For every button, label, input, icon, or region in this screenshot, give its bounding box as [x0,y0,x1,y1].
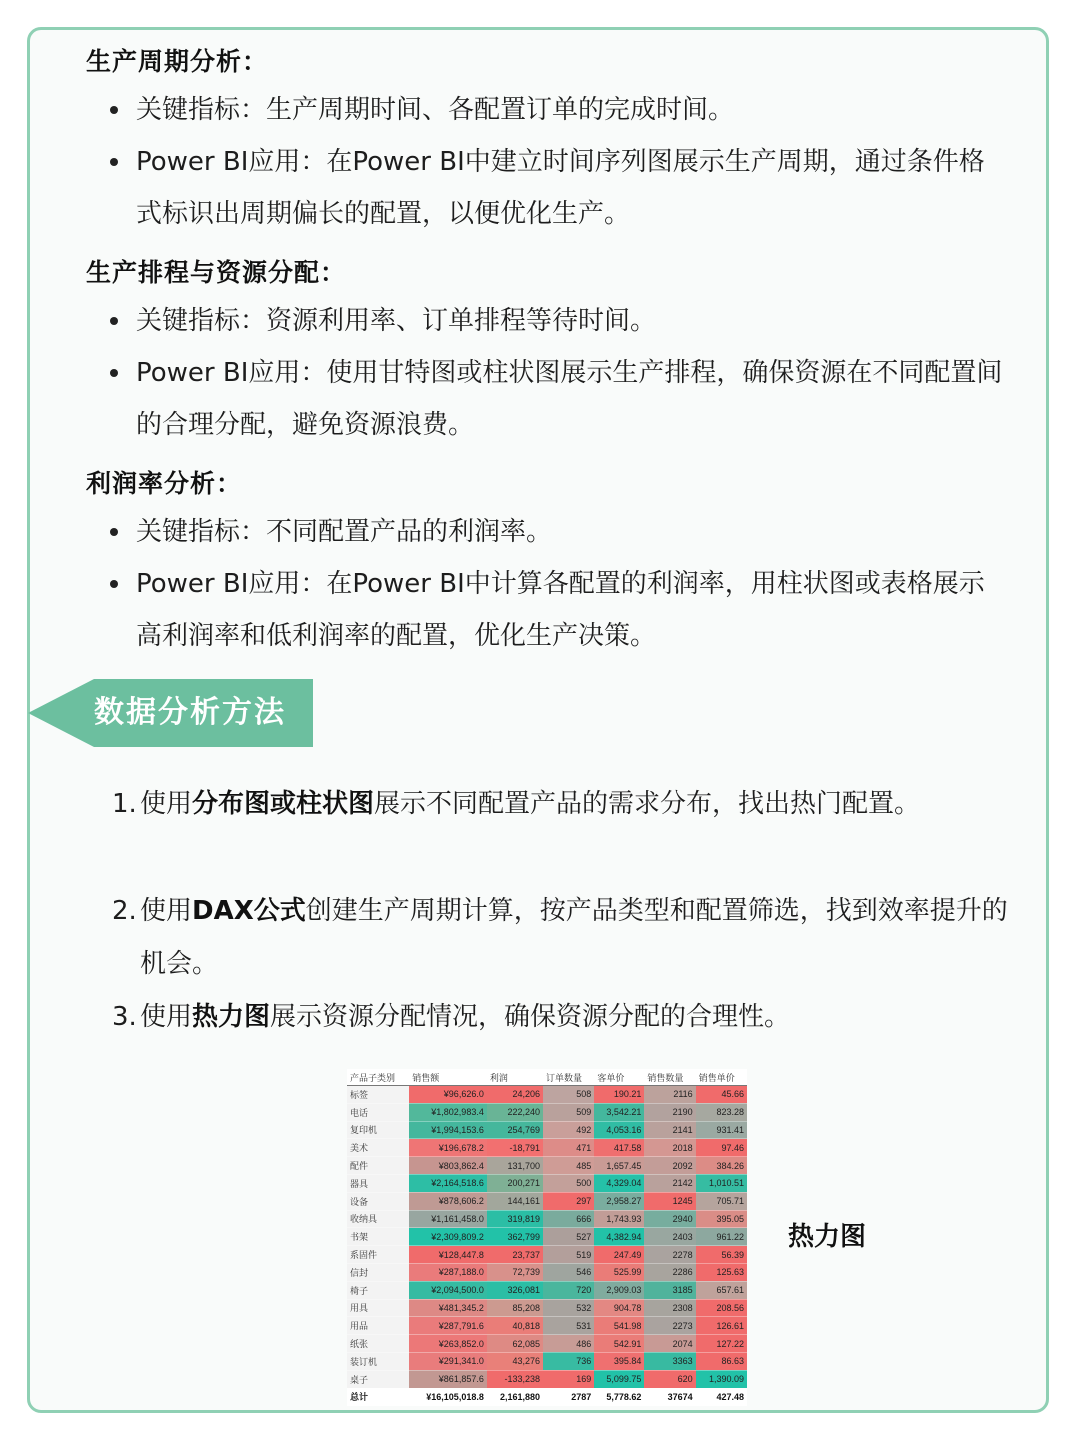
table-row [347,1174,747,1192]
table-row [347,1370,747,1388]
heat-cell: 45.66 [696,1086,747,1104]
row-category: 桌子 [347,1370,409,1388]
row-category: 美术 [347,1139,409,1157]
heat-cell: ¥1,994,153.6 [409,1121,487,1139]
table-row [347,1263,747,1281]
heat-cell: 72,739 [487,1263,543,1281]
heat-cell: 40,818 [487,1317,543,1335]
row-category: 书架 [347,1228,409,1246]
heat-cell: ¥128,447.8 [409,1246,487,1264]
heat-cell: 519 [543,1246,594,1264]
total-label: 总计 [347,1388,409,1406]
banner-title: 数据分析方法 [94,695,286,730]
method-item [112,991,1012,1044]
heat-cell: 24,206 [487,1086,543,1104]
row-category: 器具 [347,1174,409,1192]
column-header: 产品子类别 [347,1069,409,1086]
heat-cell: 823.28 [696,1103,747,1121]
heat-cell: 247.49 [594,1246,644,1264]
section-title-cycle: 生产周期分析： [86,47,269,76]
table-row [347,1210,747,1228]
heat-cell: ¥291,341.0 [409,1352,487,1370]
row-category: 用品 [347,1317,409,1335]
heat-cell: 362,799 [487,1228,543,1246]
method-text: 使用分布图或柱状图展示不同配置产品的需求分布，找出热门配置。 [140,789,921,819]
row-category: 纸张 [347,1335,409,1353]
bullet-dot-icon [110,106,118,114]
bullet-text: 关键指标：生产周期时间、各配置订单的完成时间。 [136,95,735,125]
heat-cell: 2286 [644,1263,695,1281]
heat-cell: 56.39 [696,1246,747,1264]
method-item [112,778,1012,831]
total-row [347,1388,747,1406]
heat-cell: 532 [543,1299,594,1317]
heat-cell: 546 [543,1263,594,1281]
heat-cell: 5,099.75 [594,1370,644,1388]
heat-cell: 384.26 [696,1157,747,1175]
bullet-item [110,136,1010,240]
heat-cell: 720 [543,1281,594,1299]
bullet-dot-icon [110,317,118,325]
heat-cell: 417.58 [594,1139,644,1157]
heat-cell: 23,737 [487,1246,543,1264]
heat-cell: ¥861,857.6 [409,1370,487,1388]
heatmap-caption: 热力图 [788,1222,867,1252]
heat-cell: 525.99 [594,1263,644,1281]
heat-cell: ¥96,626.0 [409,1086,487,1104]
bullet-dot-icon [110,580,118,588]
bullet-item [110,506,1010,558]
heat-cell: 127.22 [696,1335,747,1353]
row-category: 系固件 [347,1246,409,1264]
row-category: 收纳具 [347,1210,409,1228]
heat-cell: ¥2,164,518.6 [409,1174,487,1192]
total-cell: 2,161,880 [487,1388,543,1406]
heat-cell: 1,657.45 [594,1157,644,1175]
heat-cell: 2142 [644,1174,695,1192]
heat-cell: 486 [543,1335,594,1353]
heat-cell: 86.63 [696,1352,747,1370]
table-row [347,1103,747,1121]
total-cell: 2787 [543,1388,594,1406]
column-header: 利润 [487,1069,543,1086]
row-category: 用具 [347,1299,409,1317]
heat-cell: ¥2,094,500.0 [409,1281,487,1299]
bullet-dot-icon [110,369,118,377]
heat-cell: 1,010.51 [696,1174,747,1192]
heat-cell: 2116 [644,1086,695,1104]
heat-cell: 2403 [644,1228,695,1246]
heat-cell: 2,909.03 [594,1281,644,1299]
heat-cell: 2,958.27 [594,1192,644,1210]
heat-cell: 904.78 [594,1299,644,1317]
table-row [347,1246,747,1264]
heat-cell: 620 [644,1370,695,1388]
heat-cell: 85,208 [487,1299,543,1317]
bullet-item [110,84,1010,136]
heat-cell: 297 [543,1192,594,1210]
table-row [347,1352,747,1370]
column-header: 订单数量 [543,1069,594,1086]
heat-cell: 2190 [644,1103,695,1121]
row-category: 配件 [347,1157,409,1175]
heat-cell: 509 [543,1103,594,1121]
heat-cell: 131,700 [487,1157,543,1175]
column-header: 客单价 [594,1069,644,1086]
row-category: 电话 [347,1103,409,1121]
bullet-dot-icon [110,158,118,166]
bullet-dot-icon [110,528,118,536]
heat-cell: 666 [543,1210,594,1228]
heat-cell: ¥481,345.2 [409,1299,487,1317]
heat-cell: 62,085 [487,1335,543,1353]
heat-cell: 1,743.93 [594,1210,644,1228]
total-cell: 427.48 [696,1388,747,1406]
heat-cell: 190.21 [594,1086,644,1104]
row-category: 椅子 [347,1281,409,1299]
heat-cell: 2074 [644,1335,695,1353]
bullet-text: 关键指标：资源利用率、订单排程等待时间。 [136,306,657,336]
column-header: 销售额 [409,1069,487,1086]
bullet-text: Power BI应用：在Power BI中计算各配置的利润率，用柱状图或表格展示高利润率和低利润率的配置，优化生产决策。 [136,569,985,651]
heat-cell: 1,390.09 [696,1370,747,1388]
heat-cell: 492 [543,1121,594,1139]
table-row [347,1086,747,1104]
method-item [112,885,1012,991]
heat-cell: ¥287,188.0 [409,1263,487,1281]
table-row [347,1139,747,1157]
bullet-text: Power BI应用：使用甘特图或柱状图展示生产排程，确保资源在不同配置间的合理分配，避免资源浪费。 [136,358,1003,440]
heat-cell: 200,271 [487,1174,543,1192]
heat-cell: 4,329.04 [594,1174,644,1192]
heat-cell: 97.46 [696,1139,747,1157]
heat-cell: 2018 [644,1139,695,1157]
table-row [347,1228,747,1246]
table-row [347,1299,747,1317]
heat-cell: 508 [543,1086,594,1104]
table-row [347,1281,747,1299]
heat-cell: ¥1,802,983.4 [409,1103,487,1121]
table-row [347,1192,747,1210]
method-number: 1. [112,789,137,819]
row-category: 设备 [347,1192,409,1210]
heat-cell: 500 [543,1174,594,1192]
heat-cell: 222,240 [487,1103,543,1121]
heat-cell: 254,769 [487,1121,543,1139]
heat-cell: 3,542.21 [594,1103,644,1121]
row-category: 标签 [347,1086,409,1104]
column-header: 销售数量 [644,1069,695,1086]
heat-cell: 169 [543,1370,594,1388]
table-row [347,1317,747,1335]
heat-cell: ¥878,606.2 [409,1192,487,1210]
table-row [347,1335,747,1353]
heat-cell: 125.63 [696,1263,747,1281]
heat-cell: 2273 [644,1317,695,1335]
method-text: 使用热力图展示资源分配情况，确保资源分配的合理性。 [140,1002,791,1032]
column-header: 销售单价 [696,1069,747,1086]
heat-cell: 2278 [644,1246,695,1264]
table-row [347,1157,747,1175]
bullet-item [110,295,1010,347]
heat-cell: ¥2,309,809.2 [409,1228,487,1246]
method-number: 2. [112,896,137,926]
heat-cell: 2940 [644,1210,695,1228]
heat-cell: 4,053.16 [594,1121,644,1139]
heat-cell: 2141 [644,1121,695,1139]
heat-cell: 395.84 [594,1352,644,1370]
heat-cell: ¥196,678.2 [409,1139,487,1157]
heat-cell: 527 [543,1228,594,1246]
heat-cell: 1245 [644,1192,695,1210]
heat-cell: 736 [543,1352,594,1370]
heat-cell: 3185 [644,1281,695,1299]
bullet-item [110,558,1010,662]
heat-cell: 961.22 [696,1228,747,1246]
method-text: 使用DAX公式创建生产周期计算，按产品类型和配置筛选，找到效率提升的机会。 [140,896,1008,979]
section-title-profit: 利润率分析： [86,469,243,498]
row-category: 装订机 [347,1352,409,1370]
heat-cell: 705.71 [696,1192,747,1210]
heat-cell: ¥803,862.4 [409,1157,487,1175]
row-category: 信封 [347,1263,409,1281]
row-category: 复印机 [347,1121,409,1139]
heat-cell: 395.05 [696,1210,747,1228]
section-title-scheduling: 生产排程与资源分配： [86,258,347,287]
heat-cell: 43,276 [487,1352,543,1370]
heat-cell: 2092 [644,1157,695,1175]
table-row [347,1121,747,1139]
heat-cell: 144,161 [487,1192,543,1210]
heat-cell: 126.61 [696,1317,747,1335]
heat-cell: 542.91 [594,1335,644,1353]
heat-cell: 4,382.94 [594,1228,644,1246]
heat-cell: ¥1,161,458.0 [409,1210,487,1228]
method-number: 3. [112,1002,137,1032]
heat-cell: 541.98 [594,1317,644,1335]
heat-cell: 3363 [644,1352,695,1370]
heat-cell: 471 [543,1139,594,1157]
heat-cell: 931.41 [696,1121,747,1139]
bullet-text: Power BI应用：在Power BI中建立时间序列图展示生产周期，通过条件格式标识出周期偏长的配置，以便优化生产。 [136,147,985,229]
heat-cell: -18,791 [487,1139,543,1157]
heat-cell: 326,081 [487,1281,543,1299]
total-cell: 37674 [644,1388,695,1406]
bullet-text: 关键指标：不同配置产品的利润率。 [136,517,553,547]
heat-cell: ¥287,791.6 [409,1317,487,1335]
heat-cell: -133,238 [487,1370,543,1388]
heat-cell: 2308 [644,1299,695,1317]
total-cell: 5,778.62 [594,1388,644,1406]
heatmap-table [347,1069,747,1406]
heat-cell: 657.61 [696,1281,747,1299]
total-cell: ¥16,105,018.8 [409,1388,487,1406]
bullet-item [110,347,1010,451]
table-header-row [347,1069,747,1086]
heat-cell: 485 [543,1157,594,1175]
heat-cell: 208.56 [696,1299,747,1317]
heat-cell: 319,819 [487,1210,543,1228]
heat-cell: 531 [543,1317,594,1335]
heat-cell: ¥263,852.0 [409,1335,487,1353]
